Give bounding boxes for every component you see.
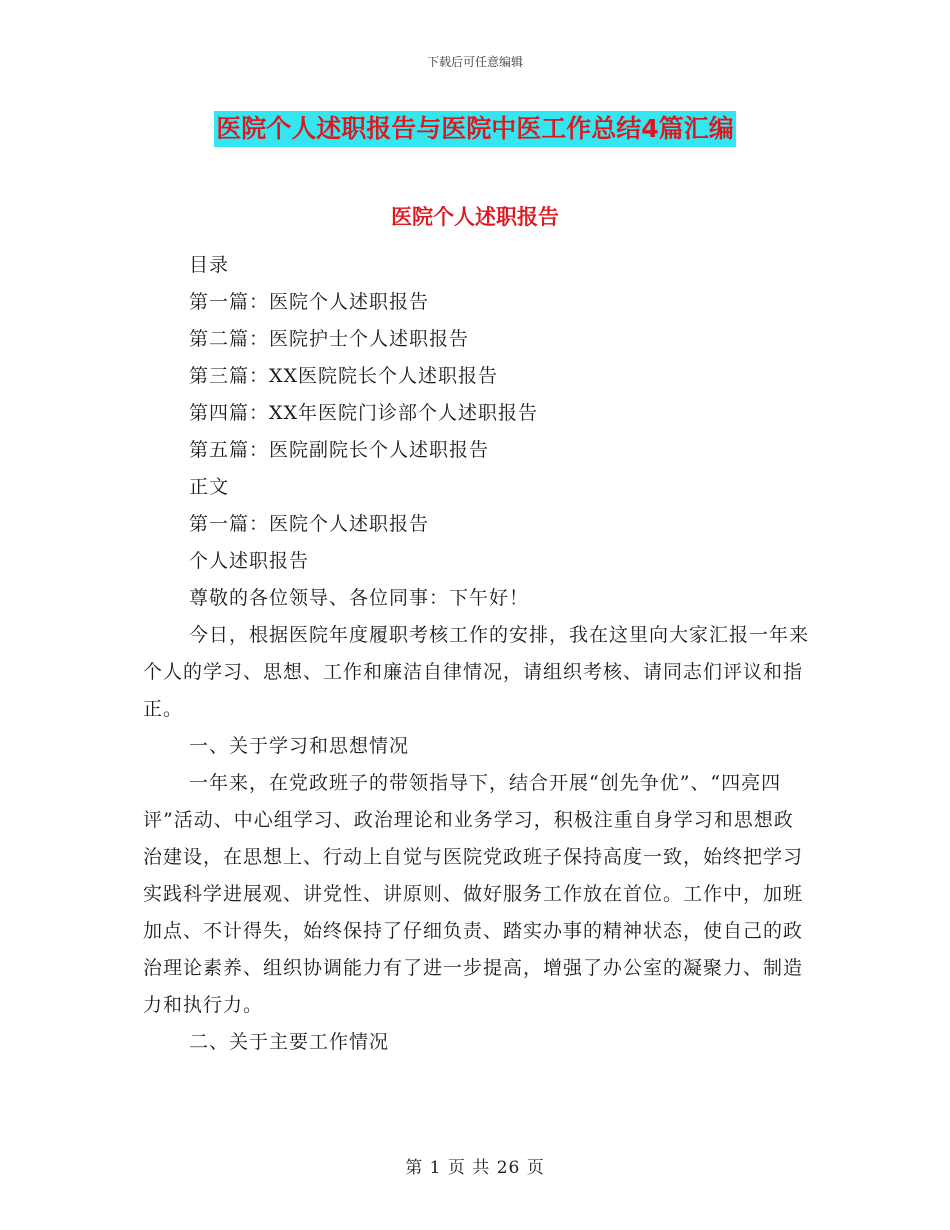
greeting-paragraph: 尊敬的各位领导、各位同事：下午好！ (189, 587, 530, 609)
section-heading-1: 一、关于学习和思想情况 (189, 735, 410, 757)
document-title-wrapper (0, 111, 950, 147)
toc-item-2: 第二篇：医院护士个人述职报告 (189, 328, 470, 350)
toc-item-4: 第四篇：XX年医院门诊部个人述职报告 (189, 402, 539, 424)
intro-paragraph: 今日，根据医院年度履职考核工作的安排，我在这里向大家汇报一年来个人的学习、思想、工作和廉洁自律情况，请组织考核、请同志们评议和指正。 (143, 624, 810, 720)
document-body (143, 247, 811, 1061)
body-heading: 正文 (189, 476, 230, 498)
report-heading: 个人述职报告 (189, 550, 310, 572)
section-title: 医院个人述职报告 (391, 205, 559, 229)
toc-heading: 目录 (189, 254, 230, 276)
chapter-heading: 第一篇：医院个人述职报告 (189, 513, 430, 535)
document-title: 医院个人述职报告与医院中医工作总结4篇汇编 (214, 111, 735, 147)
toc-item-3: 第三篇：XX医院院长个人述职报告 (189, 365, 499, 387)
study-paragraph: 一年来，在党政班子的带领指导下，结合开展“创先争优”、“四亮四评”活动、中心组学习、政治理论和业务学习，积极注重自身学习和思想政治建设，在思想上、行动上自觉与医院党政班子保持高度一致，始终把学习实践科学进展观、讲党性、讲原则、做好服务工作放在首位。工作中，加班加点、不计得失，始终保持了仔细负责、踏实办事的精神状态，使自己的政治理论素养、组织协调能力有了进一步提高，增强了办公室的凝聚力、制造力和执行力。 (143, 772, 804, 1016)
page-header-note: 下载后可任意编辑 (426, 55, 523, 69)
section-heading-2: 二、关于主要工作情况 (189, 1031, 390, 1053)
toc-item-1: 第一篇：医院个人述职报告 (189, 291, 430, 313)
page-number: 第 1 页 共 26 页 (405, 1158, 545, 1178)
toc-item-5: 第五篇：医院副院长个人述职报告 (189, 439, 490, 461)
